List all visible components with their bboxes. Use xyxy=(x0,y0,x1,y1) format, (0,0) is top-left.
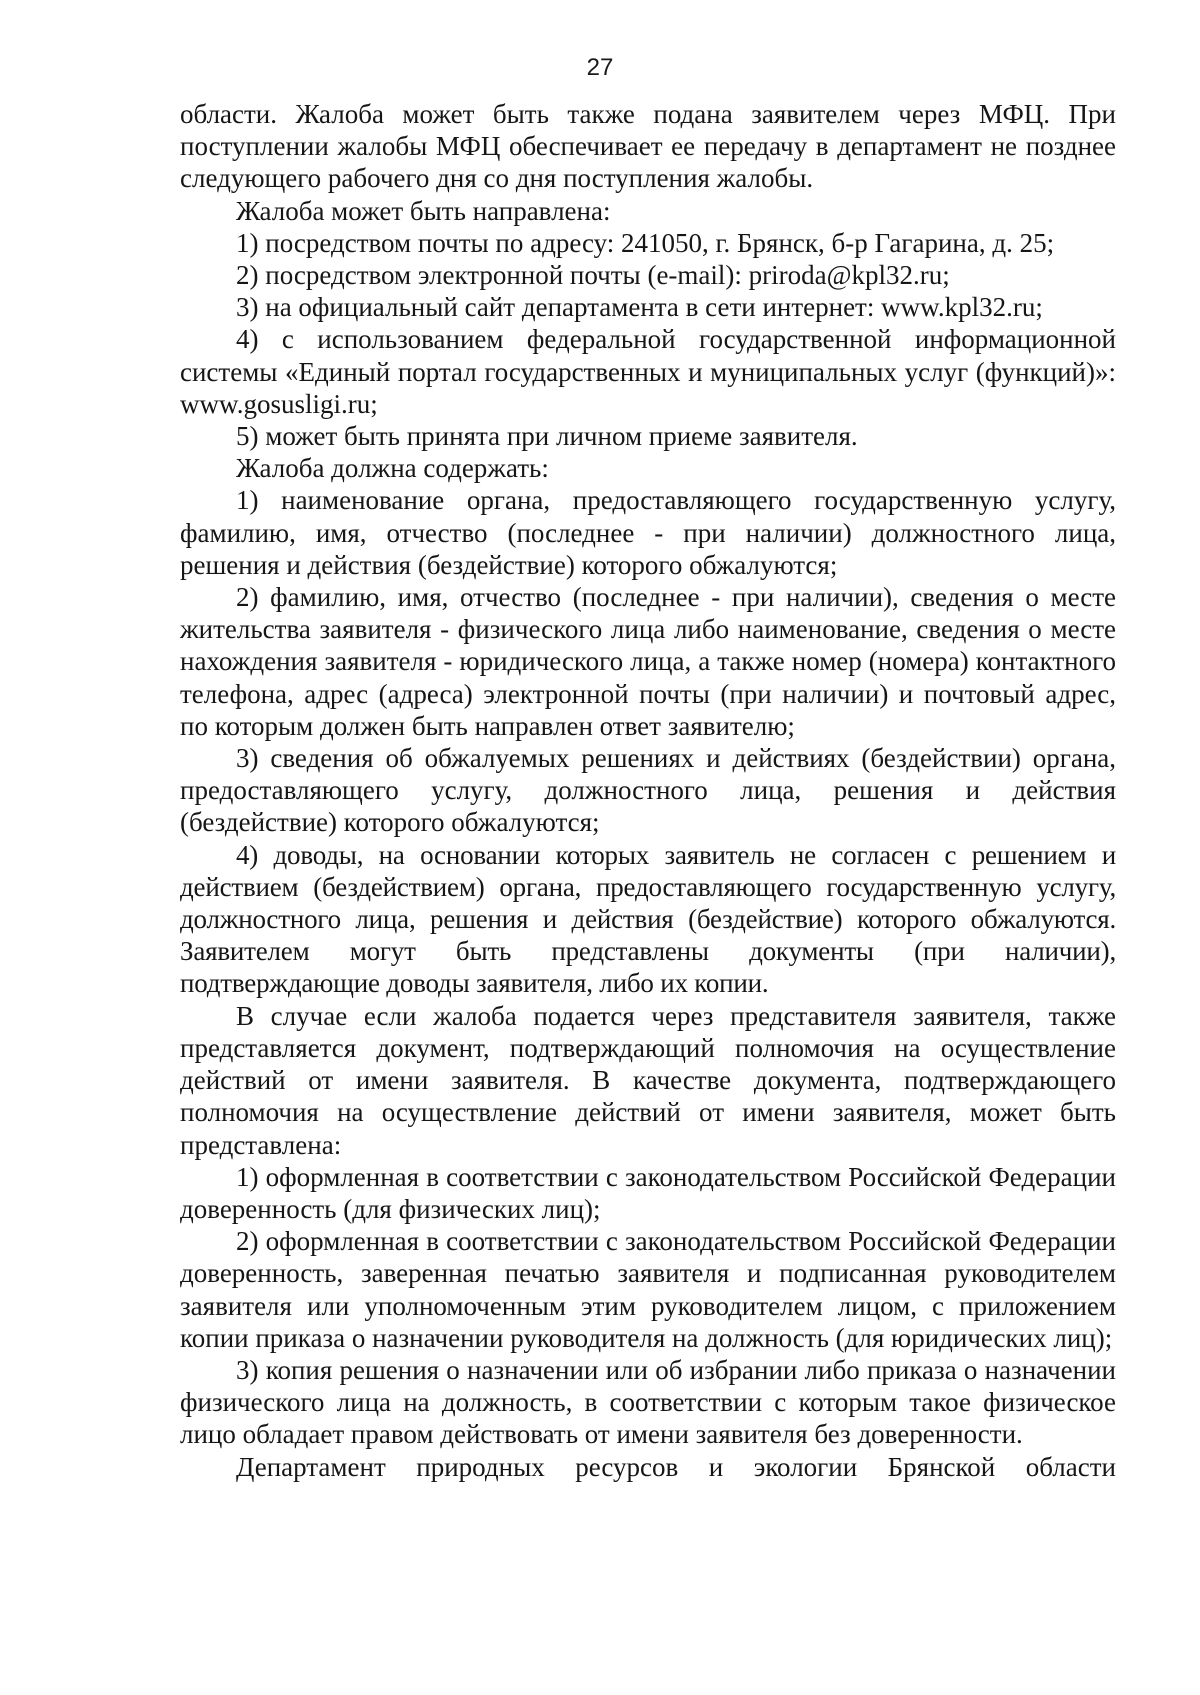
paragraph-department: Департамент природных ресурсов и экологии Брянской области xyxy=(236,1451,1116,1482)
list-item-personal-reception: 5) может быть принята при личном приеме заявителя. xyxy=(236,421,858,452)
list-item-power-of-attorney-individuals: 1) оформленная в соответствии с законодательством Российской Федерации доверенность (для физических лиц); xyxy=(180,1161,1116,1224)
list-item-arguments: 4) доводы, на основании которых заявитель не согласен с решением и действием (бездействием) органа, предоставляющего государственную услугу, должностного лица, решения и действия (бездействие) которого обжалуются. Заявителем могут быть представлены документы (при наличии), подтверждающие доводы заявителя, либо их копии. xyxy=(180,839,1116,999)
list-item-applicant-details: 2) фамилию, имя, отчество (последнее - при наличии), сведения о месте жительства заявителя - физического лица либо наименование, сведения о месте нахождения заявителя - юридического лица, а также номер (номера) контактного телефона, адрес (адреса) электронной почты (при наличии) и почтовый адрес, по которым должен быть направлен ответ заявителю; xyxy=(180,582,1116,741)
list-item-website: 3) на официальный сайт департамента в сети интернет: www.kpl32.ru; xyxy=(236,292,1043,323)
paragraph-complaint-contents-intro: Жалоба должна содержать: xyxy=(236,453,549,484)
list-item-email: 2) посредством электронной почты (e-mail): priroda@kpl32.ru; xyxy=(236,260,950,291)
page-number: 27 xyxy=(586,54,614,81)
list-item-agency-name: 1) наименование органа, предоставляющего государственную услугу, фамилию, имя, отчество (последнее - при наличии) должностного лица, решения и действия (бездействие) которого обжалуются; xyxy=(180,485,1116,580)
list-item-postal: 1) посредством почты по адресу: 241050, г. Брянск, б-р Гагарина, д. 25; xyxy=(236,227,1055,258)
list-item-appointment-copy: 3) копия решения о назначении или об избрании либо приказа о назначении физического лица на должность, в соответствии с которым такое физическое лицо обладает правом действовать от имени заявителя без доверенности. xyxy=(180,1354,1116,1450)
list-item-appealed-decisions: 3) сведения об обжалуемых решениях и действиях (бездействии) органа, предоставляющего услугу, должностного лица, решения и действия (бездействие) которого обжалуются; xyxy=(180,743,1116,838)
paragraph-complaint-channels-intro: Жалоба может быть направлена: xyxy=(236,195,611,226)
paragraph-continuation: области. Жалоба может быть также подана заявителем через МФЦ. При поступлении жалобы МФЦ обеспечивает ее передачу в департамент не позднее следующего рабочего дня со дня поступления жалобы. xyxy=(180,99,1116,194)
paragraph-representative: В случае если жалоба подается через представителя заявителя, также представляется документ, подтверждающий полномочия на осуществление действий от имени заявителя. В качестве документа, подтверждающего полномочия на осуществление действий от имени заявителя, может быть представлена: xyxy=(180,1000,1116,1160)
list-item-power-of-attorney-legal: 2) оформленная в соответствии с законодательством Российской Федерации доверенность, заверенная печатью заявителя и подписанная руководителем заявителя или уполномоченным этим руководителем лицом, с приложением копии приказа о назначении руководителя на должность (для юридических лиц); xyxy=(180,1226,1116,1353)
document-body xyxy=(180,98,1116,1483)
list-item-gosuslugi: 4) с использованием федеральной государственной информационной системы «Единый портал государственных и муниципальных услуг (функций)»: www.gosusligi.ru; xyxy=(180,324,1116,419)
